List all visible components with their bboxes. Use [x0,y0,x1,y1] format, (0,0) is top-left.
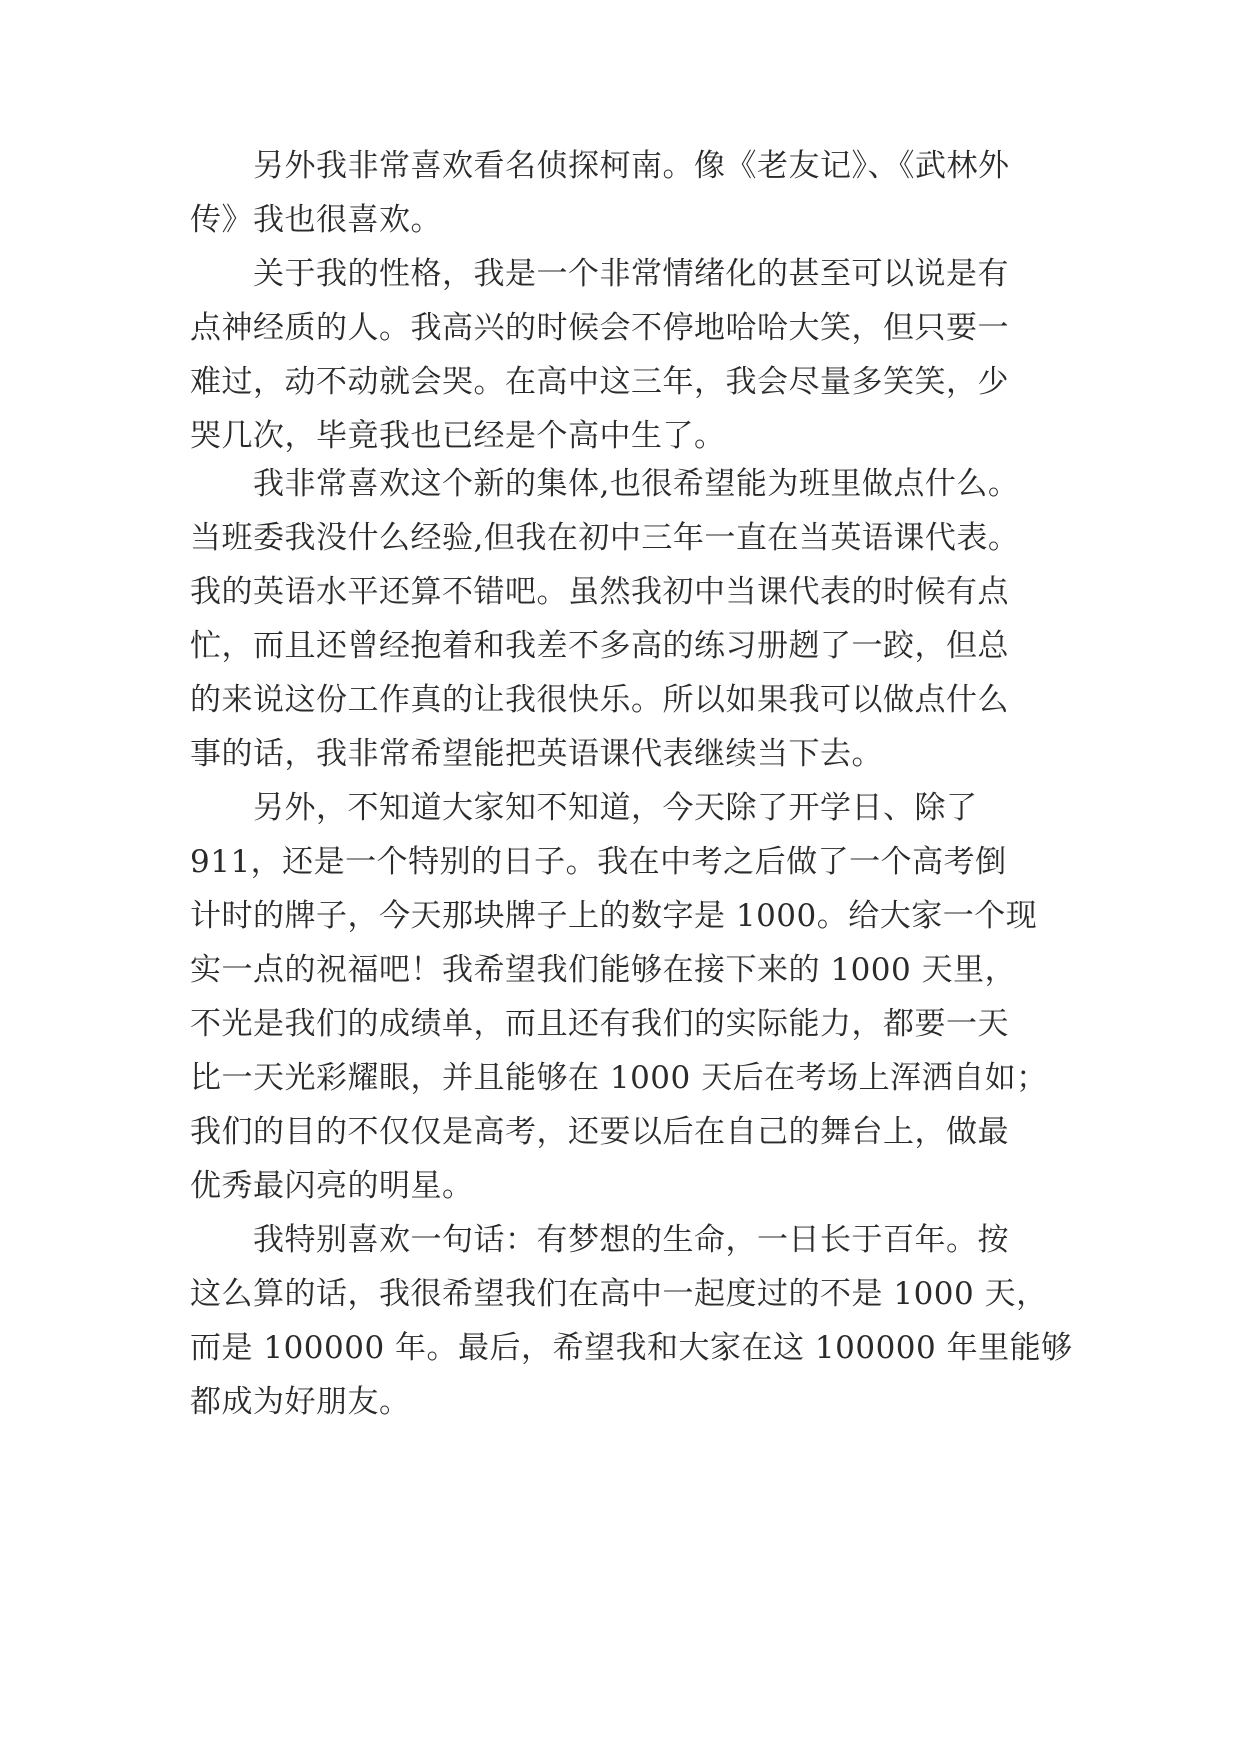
text-line: 当班委我没什么经验,但我在初中三年一直在当英语课代表。 [190,520,1020,556]
text-line: 事的话，我非常希望能把英语课代表继续当下去。 [190,736,883,772]
text-line: 的来说这份工作真的让我很快乐。所以如果我可以做点什么 [190,682,1009,718]
text-line: 911，还是一个特别的日子。我在中考之后做了一个高考倒 [190,844,1007,880]
text-line: 我非常喜欢这个新的集体,也很希望能为班里做点什么。 [253,466,1020,502]
text-line: 我们的目的不仅仅是高考，还要以后在自己的舞台上，做最 [190,1114,1009,1150]
text-line: 都成为好朋友。 [190,1384,411,1420]
text-line: 关于我的性格，我是一个非常情绪化的甚至可以说是有 [253,256,1009,292]
text-line: 难过，动不动就会哭。在高中这三年，我会尽量多笑笑，少 [190,364,1009,400]
text-line: 哭几次，毕竟我也已经是个高中生了。 [190,418,726,454]
text-line: 我特别喜欢一句话：有梦想的生命，一日长于百年。按 [253,1222,1009,1258]
text-line: 实一点的祝福吧！我希望我们能够在接下来的 1000 天里， [190,952,1017,988]
text-line: 另外我非常喜欢看名侦探柯南。像《老友记》、《武林外 [253,148,1010,184]
text-line: 计时的牌子，今天那块牌子上的数字是 1000。给大家一个现 [190,898,1038,934]
text-line: 另外，不知道大家知不知道，今天除了开学日、除了 [253,790,978,826]
text-line: 这么算的话，我很希望我们在高中一起度过的不是 1000 天， [190,1276,1048,1312]
text-line: 而是 100000 年。最后，希望我和大家在这 100000 年里能够 [190,1330,1073,1366]
text-line: 比一天光彩耀眼，并且能够在 1000 天后在考场上浑洒自如； [190,1060,1048,1096]
text-line: 不光是我们的成绩单，而且还有我们的实际能力，都要一天 [190,1006,1009,1042]
text-line: 传》我也很喜欢。 [190,202,442,238]
text-line: 优秀最闪亮的明星。 [190,1168,474,1204]
text-line: 我的英语水平还算不错吧。虽然我初中当课代表的时候有点 [190,574,1009,610]
text-line: 忙，而且还曾经抱着和我差不多高的练习册趔了一跤，但总 [190,628,1009,664]
text-line: 点神经质的人。我高兴的时候会不停地哈哈大笑，但只要一 [190,310,1009,346]
